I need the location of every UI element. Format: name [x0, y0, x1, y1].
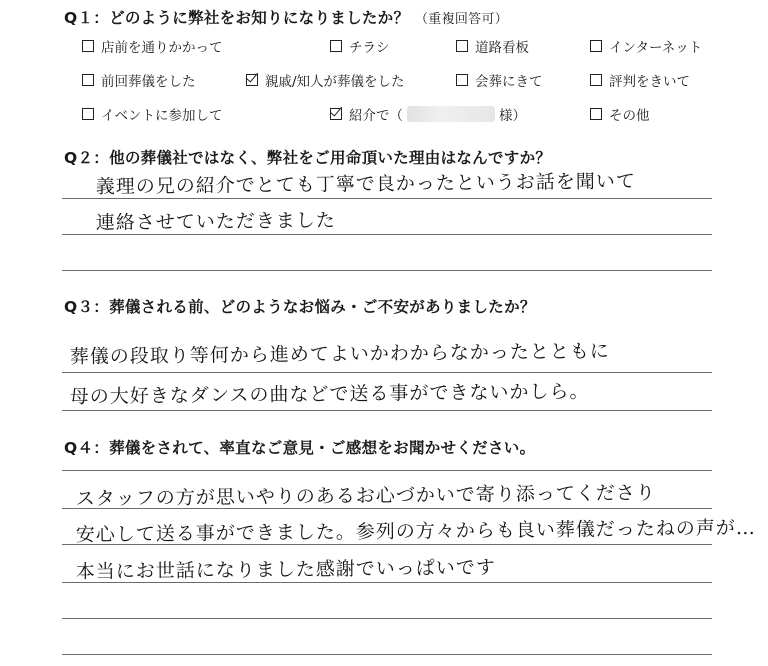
option-suffix: 様） [499, 108, 526, 124]
answer-rule [62, 270, 712, 271]
q1-note: （重複回答可） [414, 12, 509, 27]
option-label: 評判をきいて [609, 74, 690, 90]
option-label: 道路看板 [475, 40, 529, 56]
option-other[interactable] [590, 104, 650, 124]
option-label: 店前を通りかかって [101, 40, 223, 56]
checkbox[interactable] [82, 74, 94, 86]
answer-rule [62, 234, 712, 235]
option-label: 前回葬儀をした [101, 74, 196, 90]
checkbox[interactable] [330, 40, 342, 52]
q3-heading: Q３：葬儀される前、どのようなお悩み・ご不安がありましたか？ [64, 298, 536, 316]
option-label: チラシ [349, 40, 390, 56]
checkbox-checked[interactable] [330, 108, 342, 120]
q1-heading [64, 6, 508, 28]
option-label: 紹介で（ [349, 108, 403, 124]
option-store-front[interactable] [82, 36, 223, 56]
answer-rule [62, 470, 712, 471]
answer-rule [62, 544, 712, 545]
option-label: 会葬にきて [475, 74, 543, 90]
answer-rule [62, 618, 712, 619]
option-attended-funeral[interactable] [456, 70, 543, 90]
q3-answer-line-1: 葬儀の段取り等何から進めてよいかわからなかったとともに [69, 340, 610, 369]
checkbox[interactable] [456, 74, 468, 86]
q1-heading-text: Q１：どのように弊社をお知りになりましたか？ [64, 9, 410, 27]
answer-rule [62, 582, 712, 583]
checkbox[interactable] [82, 108, 94, 120]
option-label: インターネット [609, 40, 703, 56]
option-event[interactable] [82, 104, 223, 124]
q2-answer-line-1: 義理の兄の紹介でとても丁寧で良かったというお話を聞いて [95, 170, 636, 199]
checkbox-checked[interactable] [246, 74, 258, 86]
answer-rule [62, 508, 712, 509]
answer-rule [62, 410, 712, 411]
option-previous-funeral[interactable] [82, 70, 196, 90]
option-relative-funeral[interactable] [246, 70, 405, 90]
answer-rule [62, 654, 712, 655]
checkbox[interactable] [590, 74, 602, 86]
option-label: 親戚/知人が葬儀をした [265, 74, 405, 90]
q4-answer-line-3: 本当にお世話になりました感謝でいっぱいです [75, 556, 496, 584]
checkbox[interactable] [590, 108, 602, 120]
checkbox[interactable] [590, 40, 602, 52]
q3-answer-line-2: 母の大好きなダンスの曲などで送る事ができないかしら。 [69, 380, 590, 409]
answer-rule [62, 372, 712, 373]
option-internet[interactable] [590, 36, 702, 56]
option-reputation[interactable] [590, 70, 690, 90]
option-flyer[interactable] [330, 36, 390, 56]
checkbox[interactable] [82, 40, 94, 52]
q4-answer-line-2: 安心して送る事ができました。参列の方々からも良い葬儀だったねの声が… [75, 516, 756, 547]
checkbox[interactable] [456, 40, 468, 52]
redacted-name [407, 106, 495, 122]
q2-heading: Q２：他の葬儀社ではなく、弊社をご用命頂いた理由はなんですか？ [64, 149, 552, 167]
q4-heading: Q４：葬儀をされて、率直なご意見・ご感想をお聞かせください。 [64, 439, 536, 457]
q4-answer-line-1: スタッフの方が思いやりのあるお心づかいで寄り添ってくださり [75, 481, 656, 511]
option-road-sign[interactable] [456, 36, 529, 56]
option-label: その他 [609, 108, 650, 124]
option-referral[interactable] [330, 104, 526, 124]
answer-rule [62, 198, 712, 199]
q2-answer-line-2: 連絡させていただきました [95, 209, 336, 235]
option-label: イベントに参加して [101, 108, 223, 124]
